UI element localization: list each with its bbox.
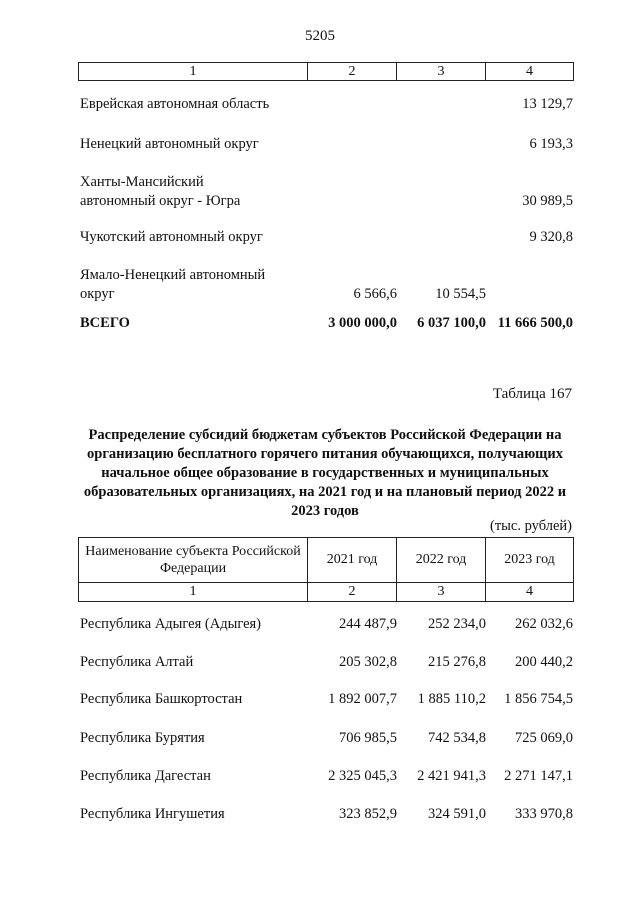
value-2021: 6 566,6 [353,286,397,302]
value-2023: 13 129,7 [522,96,573,112]
value-2022: 742 534,8 [428,730,486,746]
region-name: Республика Бурятия [80,730,205,746]
col-number: 2 [308,63,397,81]
value-2022: 1 885 110,2 [417,691,486,707]
col-header-name: Наименование субъекта Российской Федерации [79,538,308,583]
region-name: Чукотский автономный округ [80,229,263,245]
value-2022: 324 591,0 [428,806,486,822]
value-2022: 215 276,8 [428,654,486,670]
total-2021: 3 000 000,0 [328,315,397,331]
table-title: Распределение субсидий бюджетам субъектов Российской Федерации на организацию бесплатного горячего питания обучающихся, получающих начальное общее образование в государственных и муниципальных образовательных организациях, на 2021 год и на плановый период 2022 и 2023 годов [83,427,567,519]
region-name: Еврейская автономная область [80,96,270,112]
value-2023: 725 069,0 [515,730,573,746]
total-label: ВСЕГО [80,315,130,331]
col-header-2021: 2021 год [308,538,397,583]
value-2023: 200 440,2 [515,654,573,670]
region-name: Республика Башкортостан [80,691,243,707]
value-2023: 333 970,8 [515,806,573,822]
value-2023: 2 271 147,1 [504,768,573,784]
col-number: 2 [308,583,397,602]
value-2023: 1 856 754,5 [504,691,573,707]
value-2021: 323 852,9 [339,806,397,822]
value-2022: 2 421 941,3 [417,768,486,784]
value-2021: 244 487,9 [339,616,397,632]
value-2023: 30 989,5 [522,193,573,209]
region-name: Ямало-Ненецкий автономный округ [80,267,266,302]
value-2023: 262 032,6 [515,616,573,632]
region-name: Республика Дагестан [80,768,211,784]
value-2023: 6 193,3 [529,136,573,152]
value-2023: 9 320,8 [529,229,573,245]
value-2021: 1 892 007,7 [328,691,397,707]
col-header-2022: 2022 год [397,538,486,583]
col-number: 4 [486,583,574,602]
col-number: 1 [79,63,308,81]
table-header [78,537,574,602]
value-2021: 205 302,8 [339,654,397,670]
value-2021: 706 985,5 [339,730,397,746]
region-name: Республика Алтай [80,654,194,670]
value-2022: 10 554,5 [435,286,486,302]
value-2021: 2 325 045,3 [328,768,397,784]
col-number: 3 [397,583,486,602]
units-label: (тыс. рублей) [490,518,572,534]
region-name: Республика Ингушетия [80,806,225,822]
col-number: 1 [79,583,308,602]
region-name: Республика Адыгея (Адыгея) [80,616,262,632]
region-name: Ненецкий автономный округ [80,136,259,152]
col-number: 4 [486,63,574,81]
total-2023: 11 666 500,0 [497,315,573,331]
continuation-header [78,62,574,81]
total-2022: 6 037 100,0 [417,315,486,331]
value-2022: 252 234,0 [428,616,486,632]
table-number: Таблица 167 [492,386,572,402]
col-header-2023: 2023 год [486,538,574,583]
region-name: Ханты-Мансийский автономный округ - Югра [80,174,241,209]
page-number: 5205 [305,28,335,44]
col-number: 3 [397,63,486,81]
